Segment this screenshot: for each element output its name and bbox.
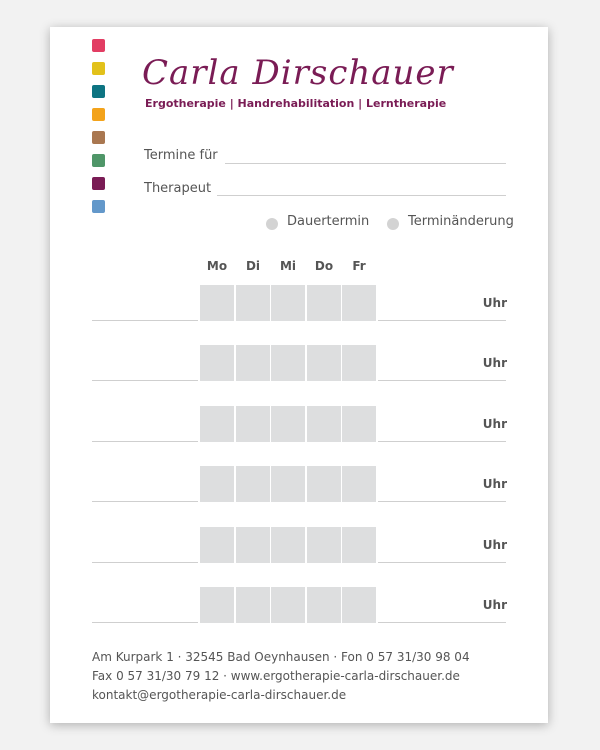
- swatch-pink: [92, 39, 105, 52]
- cell-di[interactable]: [236, 587, 270, 623]
- practice-name: Carla Dirschauer: [142, 53, 454, 93]
- cell-do[interactable]: [307, 466, 341, 502]
- uhr-label: Uhr: [482, 477, 507, 491]
- cell-fr[interactable]: [342, 285, 376, 321]
- swatch-brown: [92, 131, 105, 144]
- time-end-line[interactable]: [378, 501, 506, 502]
- time-input-line[interactable]: [92, 380, 198, 381]
- time-end-line[interactable]: [378, 562, 506, 563]
- footer-email: kontakt@ergotherapie-carla-dirschauer.de: [92, 688, 347, 702]
- schedule-row: [50, 345, 548, 383]
- cell-di[interactable]: [236, 466, 270, 502]
- swatch-green: [92, 154, 105, 167]
- cell-fr[interactable]: [342, 527, 376, 563]
- therapeut-input-line[interactable]: [217, 195, 506, 196]
- time-input-line[interactable]: [92, 501, 198, 502]
- cell-mo[interactable]: [200, 285, 234, 321]
- swatch-orange: [92, 108, 105, 121]
- cell-mo[interactable]: [200, 345, 234, 381]
- uhr-label: Uhr: [482, 538, 507, 552]
- uhr-label: Uhr: [482, 598, 507, 612]
- time-end-line[interactable]: [378, 380, 506, 381]
- time-input-line[interactable]: [92, 441, 198, 442]
- cell-do[interactable]: [307, 406, 341, 442]
- cell-mo[interactable]: [200, 466, 234, 502]
- swatch-plum: [92, 177, 105, 190]
- cell-do[interactable]: [307, 527, 341, 563]
- footer-address: Am Kurpark 1 · 32545 Bad Oeynhausen · Fon 0 57 31/30 98 04: [92, 650, 470, 664]
- cell-mi[interactable]: [271, 406, 305, 442]
- cell-mi[interactable]: [271, 285, 305, 321]
- cell-fr[interactable]: [342, 345, 376, 381]
- schedule-row: [50, 406, 548, 444]
- cell-di[interactable]: [236, 345, 270, 381]
- time-end-line[interactable]: [378, 441, 506, 442]
- cell-fr[interactable]: [342, 406, 376, 442]
- day-header-mi: Mi: [279, 259, 297, 273]
- cell-di[interactable]: [236, 285, 270, 321]
- time-end-line[interactable]: [378, 320, 506, 321]
- time-end-line[interactable]: [378, 622, 506, 623]
- cell-fr[interactable]: [342, 587, 376, 623]
- cell-mo[interactable]: [200, 587, 234, 623]
- schedule-row: [50, 466, 548, 504]
- dauertermin-label: Dauertermin: [287, 214, 370, 229]
- time-input-line[interactable]: [92, 320, 198, 321]
- uhr-label: Uhr: [482, 296, 507, 310]
- day-header-do: Do: [314, 259, 334, 273]
- schedule-row: [50, 527, 548, 565]
- cell-mi[interactable]: [271, 345, 305, 381]
- day-header-fr: Fr: [352, 259, 366, 273]
- therapeut-label: Therapeut: [144, 181, 212, 196]
- swatch-teal: [92, 85, 105, 98]
- cell-do[interactable]: [307, 285, 341, 321]
- time-input-line[interactable]: [92, 562, 198, 563]
- cell-mi[interactable]: [271, 587, 305, 623]
- dauertermin-radio[interactable]: [266, 218, 278, 230]
- day-header-mo: Mo: [206, 259, 228, 273]
- practice-subtitle: Ergotherapie | Handrehabilitation | Lerntherapie: [145, 97, 447, 110]
- schedule-row: [50, 285, 548, 323]
- uhr-label: Uhr: [482, 417, 507, 431]
- cell-do[interactable]: [307, 587, 341, 623]
- termine-input-line[interactable]: [225, 163, 506, 164]
- schedule-row: [50, 587, 548, 625]
- cell-mo[interactable]: [200, 527, 234, 563]
- terminaenderung-radio[interactable]: [387, 218, 399, 230]
- footer-fax-web: Fax 0 57 31/30 79 12 · www.ergotherapie-carla-dirschauer.de: [92, 669, 460, 683]
- cell-di[interactable]: [236, 406, 270, 442]
- uhr-label: Uhr: [482, 356, 507, 370]
- cell-di[interactable]: [236, 527, 270, 563]
- cell-mo[interactable]: [200, 406, 234, 442]
- swatch-yellow: [92, 62, 105, 75]
- terminaenderung-label: Terminänderung: [408, 214, 514, 229]
- swatch-blue: [92, 200, 105, 213]
- appointment-card: [50, 27, 548, 723]
- termine-label: Termine für: [144, 148, 218, 163]
- cell-mi[interactable]: [271, 527, 305, 563]
- time-input-line[interactable]: [92, 622, 198, 623]
- cell-fr[interactable]: [342, 466, 376, 502]
- day-header-di: Di: [245, 259, 261, 273]
- cell-do[interactable]: [307, 345, 341, 381]
- cell-mi[interactable]: [271, 466, 305, 502]
